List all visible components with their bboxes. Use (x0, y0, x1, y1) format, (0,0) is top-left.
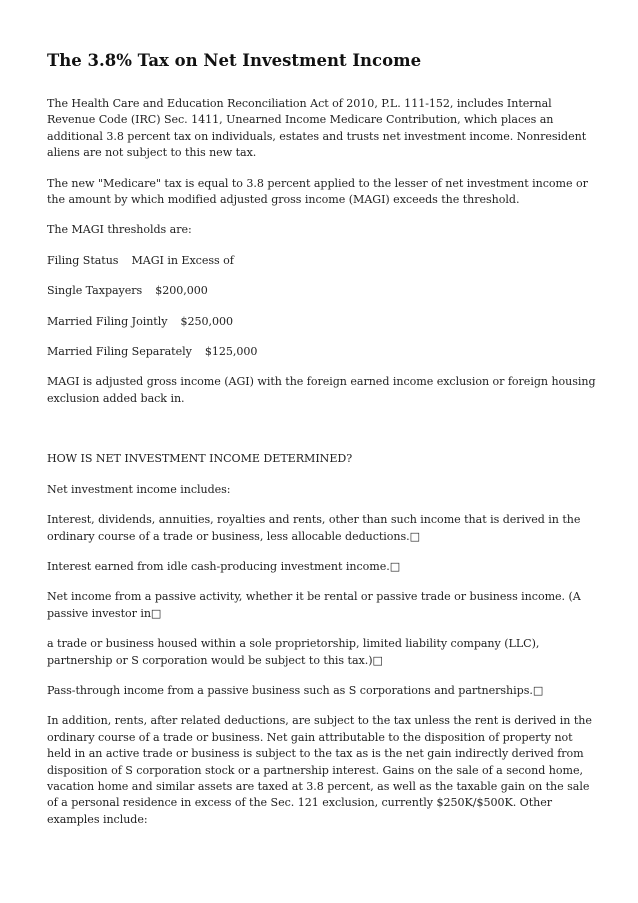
magi-header: MAGI in Excess of (131, 253, 234, 267)
medicare-tax-paragraph: The new "Medicare" tax is equal to 3.8 percent applied to the lesser of net investment income or the amount by which modified adjusted gross income (MAGI) exceeds the threshold. (47, 176, 588, 207)
threshold-amount-cell: $200,000 (155, 284, 208, 298)
threshold-amount-cell: $125,000 (204, 345, 258, 359)
threshold-row (47, 314, 599, 330)
section-spacer (47, 421, 599, 451)
section-heading: HOW IS NET INVESTMENT INCOME DETERMINED? (47, 452, 353, 466)
threshold-amount-cell: $250,000 (180, 314, 233, 328)
list-item-idle-cash: Interest earned from idle cash-producing investment income.□ (47, 559, 401, 573)
filing-status-cell: Married Filing Jointly (47, 314, 168, 328)
filing-status-cell: Married Filing Separately (47, 345, 192, 359)
document-page (47, 50, 599, 842)
list-item-passive-continuation: a trade or business housed within a sole proprietorship, limited liability company (LLC), partnership or S corporation would be subject to this tax.)□ (47, 637, 540, 667)
thresholds-intro: The MAGI thresholds are: (47, 223, 192, 237)
magi-definition-paragraph: MAGI is adjusted gross income (AGI) with the foreign earned income exclusion or foreign housing exclusion added back in. (47, 375, 596, 405)
threshold-row (47, 344, 599, 360)
list-item-interest-dividends: Interest, dividends, annuities, royalties and rents, other than such income that is derived in the ordinary course of a trade or business, less allocable deductions.□ (47, 513, 581, 543)
filing-status-header: Filing Status (47, 253, 119, 267)
list-item-passive-activity: Net income from a passive activity, whether it be rental or passive trade or business income. (A passive investor in□ (47, 590, 581, 620)
threshold-row (47, 283, 599, 299)
includes-intro: Net investment income includes: (47, 482, 231, 496)
threshold-header-row (47, 253, 599, 269)
document-title: The 3.8% Tax on Net Investment Income (47, 51, 422, 70)
filing-status-cell: Single Taxpayers (47, 284, 143, 298)
rents-gains-paragraph: In addition, rents, after related deductions, are subject to the tax unless the rent is derived in the ordinary course of a trade or business. Net gain attributable to the disposition of property not held in an active trade or business is subject to the tax as is the net gain indirectly derived from disposition of S corporation stock or a partnership interest. Gains on the sale of a second home, vacation home and similar assets are taxed at 3.8 percent, as well as the taxable gain on the sale of a personal residence in excess of the Sec. 121 exclusion, currently $250K/$500K. Other examples include: (47, 714, 592, 826)
list-item-pass-through: Pass-through income from a passive business such as S corporations and partnerships.□ (47, 683, 544, 697)
intro-paragraph: The Health Care and Education Reconciliation Act of 2010, P.L. 111-152, includes Internal Revenue Code (IRC) Sec. 1411, Unearned Income Medicare Contribution, which places an additional 3.8 percent tax on individuals, estates and trusts net investment income. Nonresident aliens are not subject to this new tax. (47, 97, 587, 160)
